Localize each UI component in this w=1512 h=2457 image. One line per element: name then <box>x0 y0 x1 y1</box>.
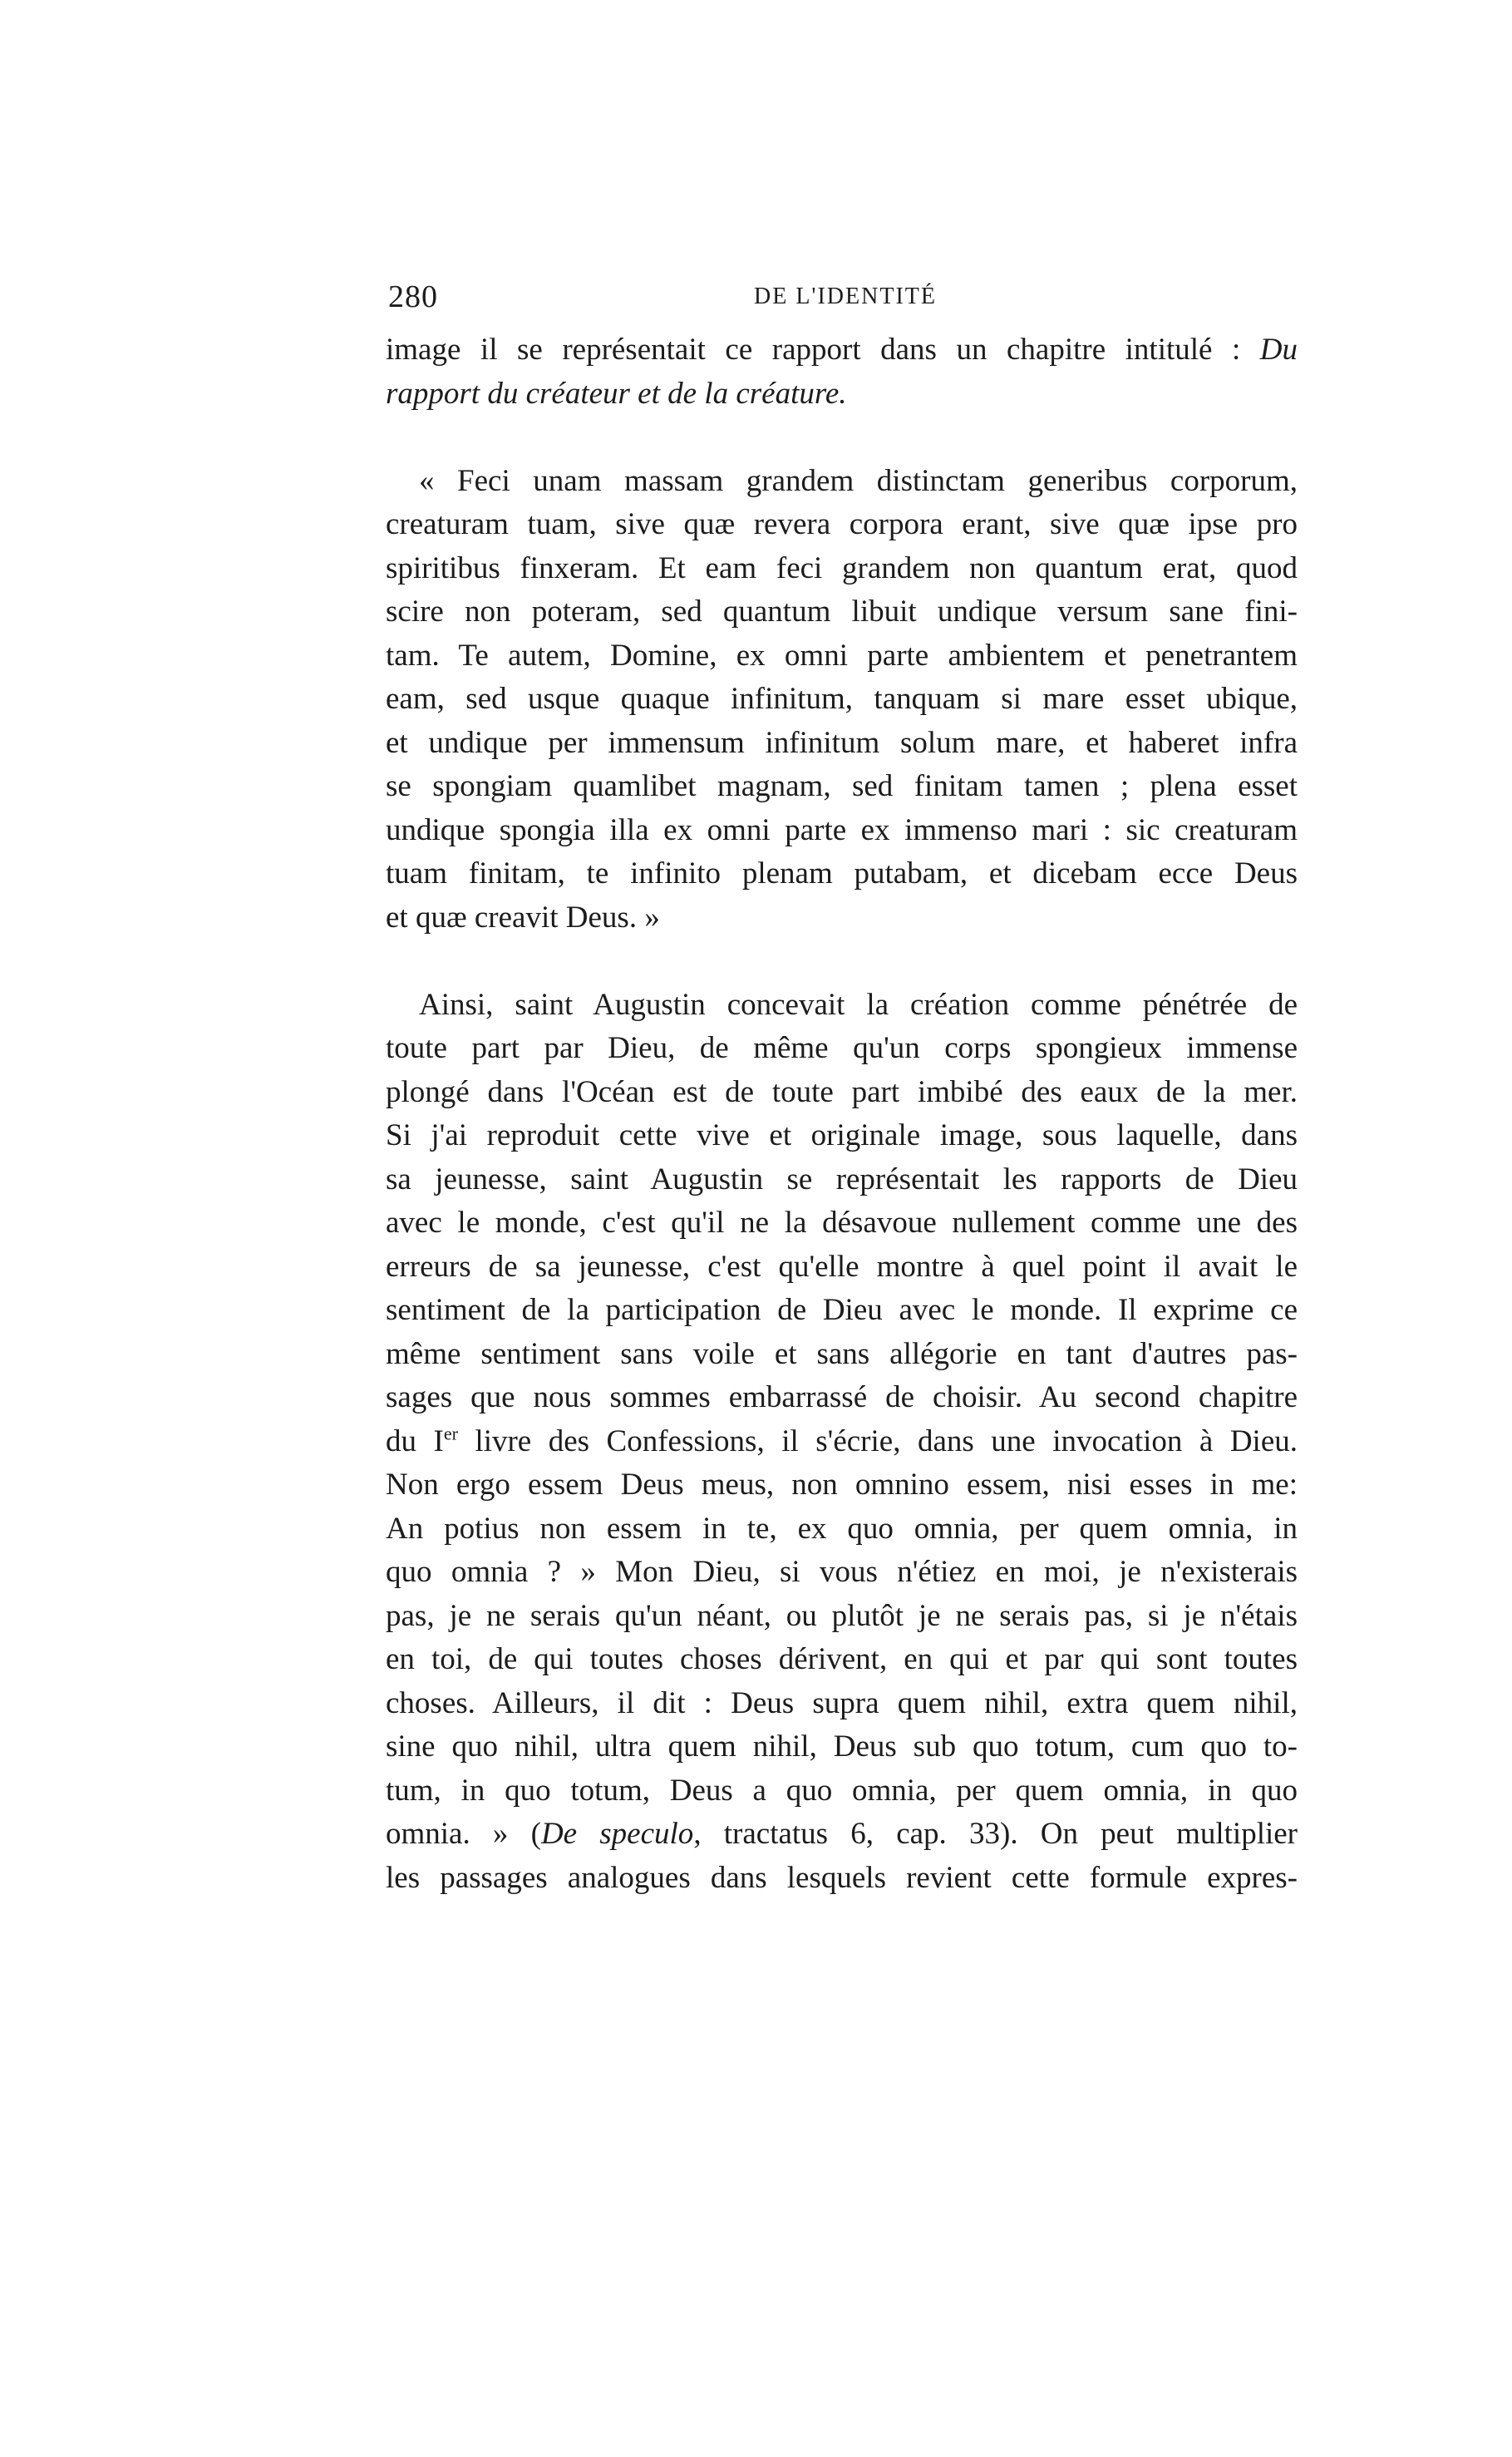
text-line: rapport du créateur et de la créature. <box>386 376 847 411</box>
text-line: sine quo nihil, ultra quem nihil, Deus sub quo totum, cum quo to- <box>386 1729 1298 1764</box>
text-line: les passages analogues dans lesquels revient cette formule expres- <box>386 1860 1298 1895</box>
text-line: sa jeunesse, saint Augustin se représentait les rapports de Dieu <box>386 1162 1298 1196</box>
text-line: eam, sed usque quaque infinitum, tanquam si mare esset ubique, <box>386 682 1298 716</box>
text-line: An potius non essem in te, ex quo omnia, per quem omnia, in <box>386 1511 1298 1546</box>
text-line: omnia. » (De speculo, tractatus 6, cap. 33). On peut multiplier <box>386 1817 1298 1851</box>
text-line: tam. Te autem, Domine, ex omni parte ambientem et penetrantem <box>386 638 1298 673</box>
text-line: même sentiment sans voile et sans allégorie en tant d'autres pas- <box>386 1336 1298 1371</box>
text-line: toute part par Dieu, de même qu'un corps spongieux immense <box>386 1031 1298 1065</box>
text-line: et undique per immensum infinitum solum mare, et haberet infra <box>386 725 1298 760</box>
text-line: se spongiam quamlibet magnam, sed finitam tamen ; plena esset <box>386 769 1298 803</box>
text-line: undique spongia illa ex omni parte ex immenso mari : sic creaturam <box>386 812 1298 847</box>
text-line: Si j'ai reproduit cette vive et originale image, sous laquelle, dans <box>386 1118 1298 1152</box>
text-line: image il se représentait ce rapport dans un chapitre intitulé : Du <box>386 333 1298 367</box>
text-line: creaturam tuam, sive quæ revera corpora erant, sive quæ ipse pro <box>386 507 1298 541</box>
text-line: sages que nous sommes embarrassé de choisir. Au second chapitre <box>386 1380 1298 1414</box>
text-line: Ainsi, saint Augustin concevait la création comme pénétrée de <box>419 987 1298 1022</box>
text-line: « Feci unam massam grandem distinctam generibus corporum, <box>419 463 1298 498</box>
text-line: tum, in quo totum, Deus a quo omnia, per quem omnia, in quo <box>386 1773 1298 1808</box>
text-line: plongé dans l'Océan est de toute part imbibé des eaux de la mer. <box>386 1074 1298 1109</box>
paragraph-gap <box>386 940 1298 984</box>
text-line: tuam finitam, te infinito plenam putabam, et dicebam ecce Deus <box>386 856 1298 891</box>
text-line: choses. Ailleurs, il dit : Deus supra quem nihil, extra quem nihil, <box>386 1685 1298 1720</box>
text-line: spiritibus finxeram. Et eam feci grandem non quantum erat, quod <box>386 550 1298 585</box>
text-line: scire non poteram, sed quantum libuit undique versum sane fini- <box>386 595 1298 629</box>
body-text <box>386 328 1298 1900</box>
text-line: en toi, de qui toutes choses dérivent, en qui et par qui sont toutes <box>386 1642 1298 1676</box>
running-head: DE L'IDENTITÉ <box>754 284 937 309</box>
text-line: Non ergo essem Deus meus, non omnino essem, nisi esses in me: <box>386 1468 1298 1502</box>
text-line: et quæ creavit Deus. » <box>386 900 660 935</box>
text-line: du Ier livre des Confessions, il s'écrie, dans une invocation à Dieu. <box>386 1423 1298 1458</box>
paragraph <box>386 984 1298 1901</box>
paragraph-gap <box>386 416 1298 460</box>
text-line: avec le monde, c'est qu'il ne la désavoue nullement comme une des <box>386 1206 1298 1240</box>
page-number: 280 <box>388 279 438 314</box>
quotation <box>386 460 1298 940</box>
text-line: erreurs de sa jeunesse, c'est qu'elle montre à quel point il avait le <box>386 1249 1298 1284</box>
text-line: pas, je ne serais qu'un néant, ou plutôt je ne serais pas, si je n'étais <box>386 1598 1298 1633</box>
text-line: quo omnia ? » Mon Dieu, si vous n'étiez en moi, je n'existerais <box>386 1555 1298 1589</box>
page-header <box>388 279 1303 328</box>
text-line: sentiment de la participation de Dieu avec le monde. Il exprime ce <box>386 1293 1298 1327</box>
